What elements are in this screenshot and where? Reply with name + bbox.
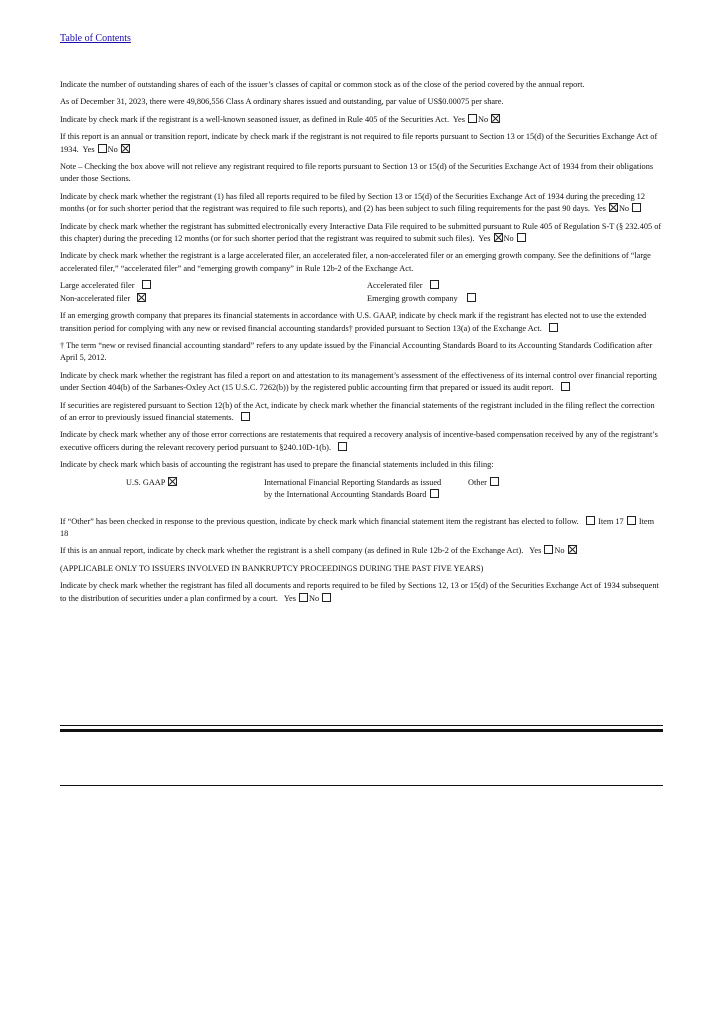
accelerated-label: Accelerated filer (367, 281, 423, 291)
not-required-text: If this report is an annual or transition report, indicate by check mark if the registrant is not required to file reports pursuant to Section 13 or 15(d) of the Securities Exchange Act of 1934. (60, 132, 658, 154)
filed-all-no-checkbox[interactable] (632, 203, 641, 212)
filer-status-grid (60, 280, 663, 305)
large-accelerated-label: Large accelerated filer (60, 281, 135, 291)
us-gaap-option (126, 477, 178, 489)
outstanding-shares-intro: Indicate the number of outstanding shares of each of the issuer’s classes of capital or common stock as of the close of the period covered by the annual report. (60, 80, 585, 89)
not-required-yes-checkbox[interactable] (98, 144, 107, 153)
other-option (468, 477, 500, 489)
yes-label: Yes (593, 204, 606, 214)
large-accelerated-checkbox[interactable] (142, 280, 151, 289)
other-checkbox[interactable] (490, 477, 499, 486)
filed-all-question (60, 191, 663, 216)
shell-company-question (60, 545, 663, 557)
interactive-data-question (60, 221, 663, 246)
emerging-growth-label: Emerging growth company (367, 293, 458, 303)
error-correction-text: If securities are registered pursuant to Section 12(b) of the Act, indicate by check mark whether the financial statements of the registrant included in the filing reflect the correction of an error to previously issued financial statements. (60, 400, 655, 422)
other-item-question (60, 516, 663, 541)
restatements-question (60, 429, 663, 454)
no-label: No (503, 234, 514, 244)
basis-options (60, 477, 663, 511)
yes-label: Yes (452, 114, 465, 124)
filed-all-yes-checkbox[interactable] (609, 203, 618, 212)
wksi-text: Indicate by check mark if the registrant is a well-known seasoned issuer, as defined in Rule 405 of the Securities Act. (60, 114, 450, 124)
item18-label: Item 18 (60, 516, 655, 538)
filer-status-question: Indicate by check mark whether the registrant is a large accelerated filer, an accelerated filer, a non-accelerated filer or an emerging growth company. See the definitions of “large accelerated filer,” “accelerated filer” and “emerging growth company” in Rule 12b-2 of the Exchange Act. (60, 251, 651, 273)
shell-yes-checkbox[interactable] (544, 545, 553, 554)
large-accelerated-option (60, 280, 367, 292)
emerging-growth-option (367, 293, 663, 305)
no-label: No (107, 144, 118, 154)
non-accelerated-checkbox[interactable] (137, 293, 146, 302)
dagger-footnote: † The term “new or revised financial accounting standard” refers to any update issued by the Financial Accounting Standards Board to its Accounting Standards Codification after April 5, 2012. (60, 340, 653, 363)
shell-company-text: If this is an annual report, indicate by check mark whether the registrant is a shell company (as defined in Rule 12b-2 of the Exchange Act). (60, 546, 524, 556)
accelerated-checkbox[interactable] (430, 280, 439, 289)
icfr-checkbox[interactable] (561, 382, 570, 391)
section-divider-top-thin (60, 725, 663, 726)
interactive-data-text: Indicate by check mark whether the registrant has submitted electronically every Interactive Data File required to be submitted pursuant to Rule 405 of Regulation S-T (§ 232.405 of this chapter) during the preceding 12 months (or for such shorter period that the registrant was required to submit such files). (60, 221, 662, 244)
bankruptcy-heading: (APPLICABLE ONLY TO ISSUERS INVOLVED IN BANKRUPTCY PROCEEDINGS DURING THE PAST FIVE YEARS) (60, 563, 484, 573)
egc-election-checkbox[interactable] (549, 323, 558, 332)
item17-label: Item 17 (598, 516, 624, 526)
bankruptcy-text: Indicate by check mark whether the registrant has filed all documents and reports required to be filed by Sections 12, 13 or 15(d) of the Securities Exchange Act of 1934 subsequent to the distribution of securities under a plan confirmed by a court. (60, 581, 659, 603)
not-required-no-checkbox[interactable] (121, 144, 130, 153)
egc-election-text: If an emerging growth company that prepares its financial statements in accordance with U.S. GAAP, indicate by check mark if the registrant has elected not to use the extended transition period for complying with any new or revised financial accounting standards† provided pursuant to Section 13(a) of the Exchange Act. (60, 311, 647, 333)
no-label: No (618, 204, 630, 214)
page-footer-divider (60, 785, 663, 786)
non-accelerated-option (60, 293, 367, 305)
ifrs-label: International Financial Reporting Standards as issued by the International Accounting Standards Board (264, 477, 442, 499)
cover-page-body (60, 79, 663, 610)
other-label: Other (468, 477, 487, 487)
yes-label: Yes (82, 144, 95, 154)
interactive-yes-checkbox[interactable] (494, 233, 503, 242)
other-item-text: If “Other” has been checked in response to the previous question, indicate by check mark which financial statement item the registrant has elected to follow. (60, 516, 579, 526)
us-gaap-checkbox[interactable] (168, 477, 177, 486)
wksi-yes-checkbox[interactable] (468, 114, 477, 123)
restatements-checkbox[interactable] (338, 442, 347, 451)
yes-label: Yes (283, 593, 296, 603)
yes-label: Yes (478, 234, 491, 244)
error-correction-checkbox[interactable] (241, 412, 250, 421)
outstanding-shares-statement: As of December 31, 2023, there were 49,806,556 Class A ordinary shares issued and outstanding, par value of US$0.00075 per share. (60, 97, 504, 107)
not-required-question (60, 131, 663, 156)
egc-election-question (60, 310, 663, 335)
no-label: No (309, 593, 320, 603)
yes-label: Yes (529, 546, 542, 556)
section-divider-thick (60, 729, 663, 732)
item17-checkbox[interactable] (586, 516, 595, 525)
non-accelerated-label: Non-accelerated filer (60, 293, 131, 303)
error-correction-question (60, 400, 663, 425)
emerging-growth-checkbox[interactable] (467, 293, 476, 302)
table-of-contents-link[interactable]: Table of Contents (60, 33, 131, 44)
no-label: No (554, 546, 565, 556)
basis-question: Indicate by check mark which basis of accounting the registrant has used to prepare the financial statements included in this filing: (60, 460, 494, 470)
bankruptcy-question (60, 580, 663, 605)
ifrs-option (264, 477, 446, 502)
wksi-no-checkbox[interactable] (491, 114, 500, 123)
us-gaap-label: U.S. GAAP (126, 477, 166, 487)
interactive-no-checkbox[interactable] (517, 233, 526, 242)
wksi-question (60, 114, 663, 126)
ifrs-checkbox[interactable] (430, 489, 439, 498)
accelerated-option (367, 280, 663, 292)
no-label: No (478, 114, 489, 124)
icfr-question (60, 370, 663, 395)
note-paragraph: Note – Checking the box above will not relieve any registrant required to file reports pursuant to Section 13 or 15(d) of the Securities Exchange Act of 1934 from their obligations under those Sections. (60, 162, 654, 184)
filed-all-text: Indicate by check mark whether the registrant (1) has filed all reports required to be filed by Section 13 or 15(d) of the Securities Exchange Act of 1934 during the preceding 12 months (or for such shorter period that the registrant was required to file such reports), and (2) has been subject to such filing requirements for the past 90 days. (60, 191, 645, 214)
restatements-text: Indicate by check mark whether any of those error corrections are restatements that required a recovery analysis of incentive-based compensation received by any of the registrant’s executive officers during the relevant recovery period pursuant to §240.10D-1(b). (60, 430, 658, 452)
shell-no-checkbox[interactable] (568, 545, 577, 554)
bankruptcy-no-checkbox[interactable] (322, 593, 331, 602)
icfr-text: Indicate by check mark whether the registrant has filed a report on and attestation to its management’s assessment of the effectiveness of its internal control over financial reporting under Section 404(b) of the Sarbanes-Oxley Act (15 U.S.C. 7262(b)) by the registered public accounting firm that prepared or issued its audit report. (60, 370, 657, 393)
item18-checkbox[interactable] (627, 516, 636, 525)
bankruptcy-yes-checkbox[interactable] (299, 593, 308, 602)
